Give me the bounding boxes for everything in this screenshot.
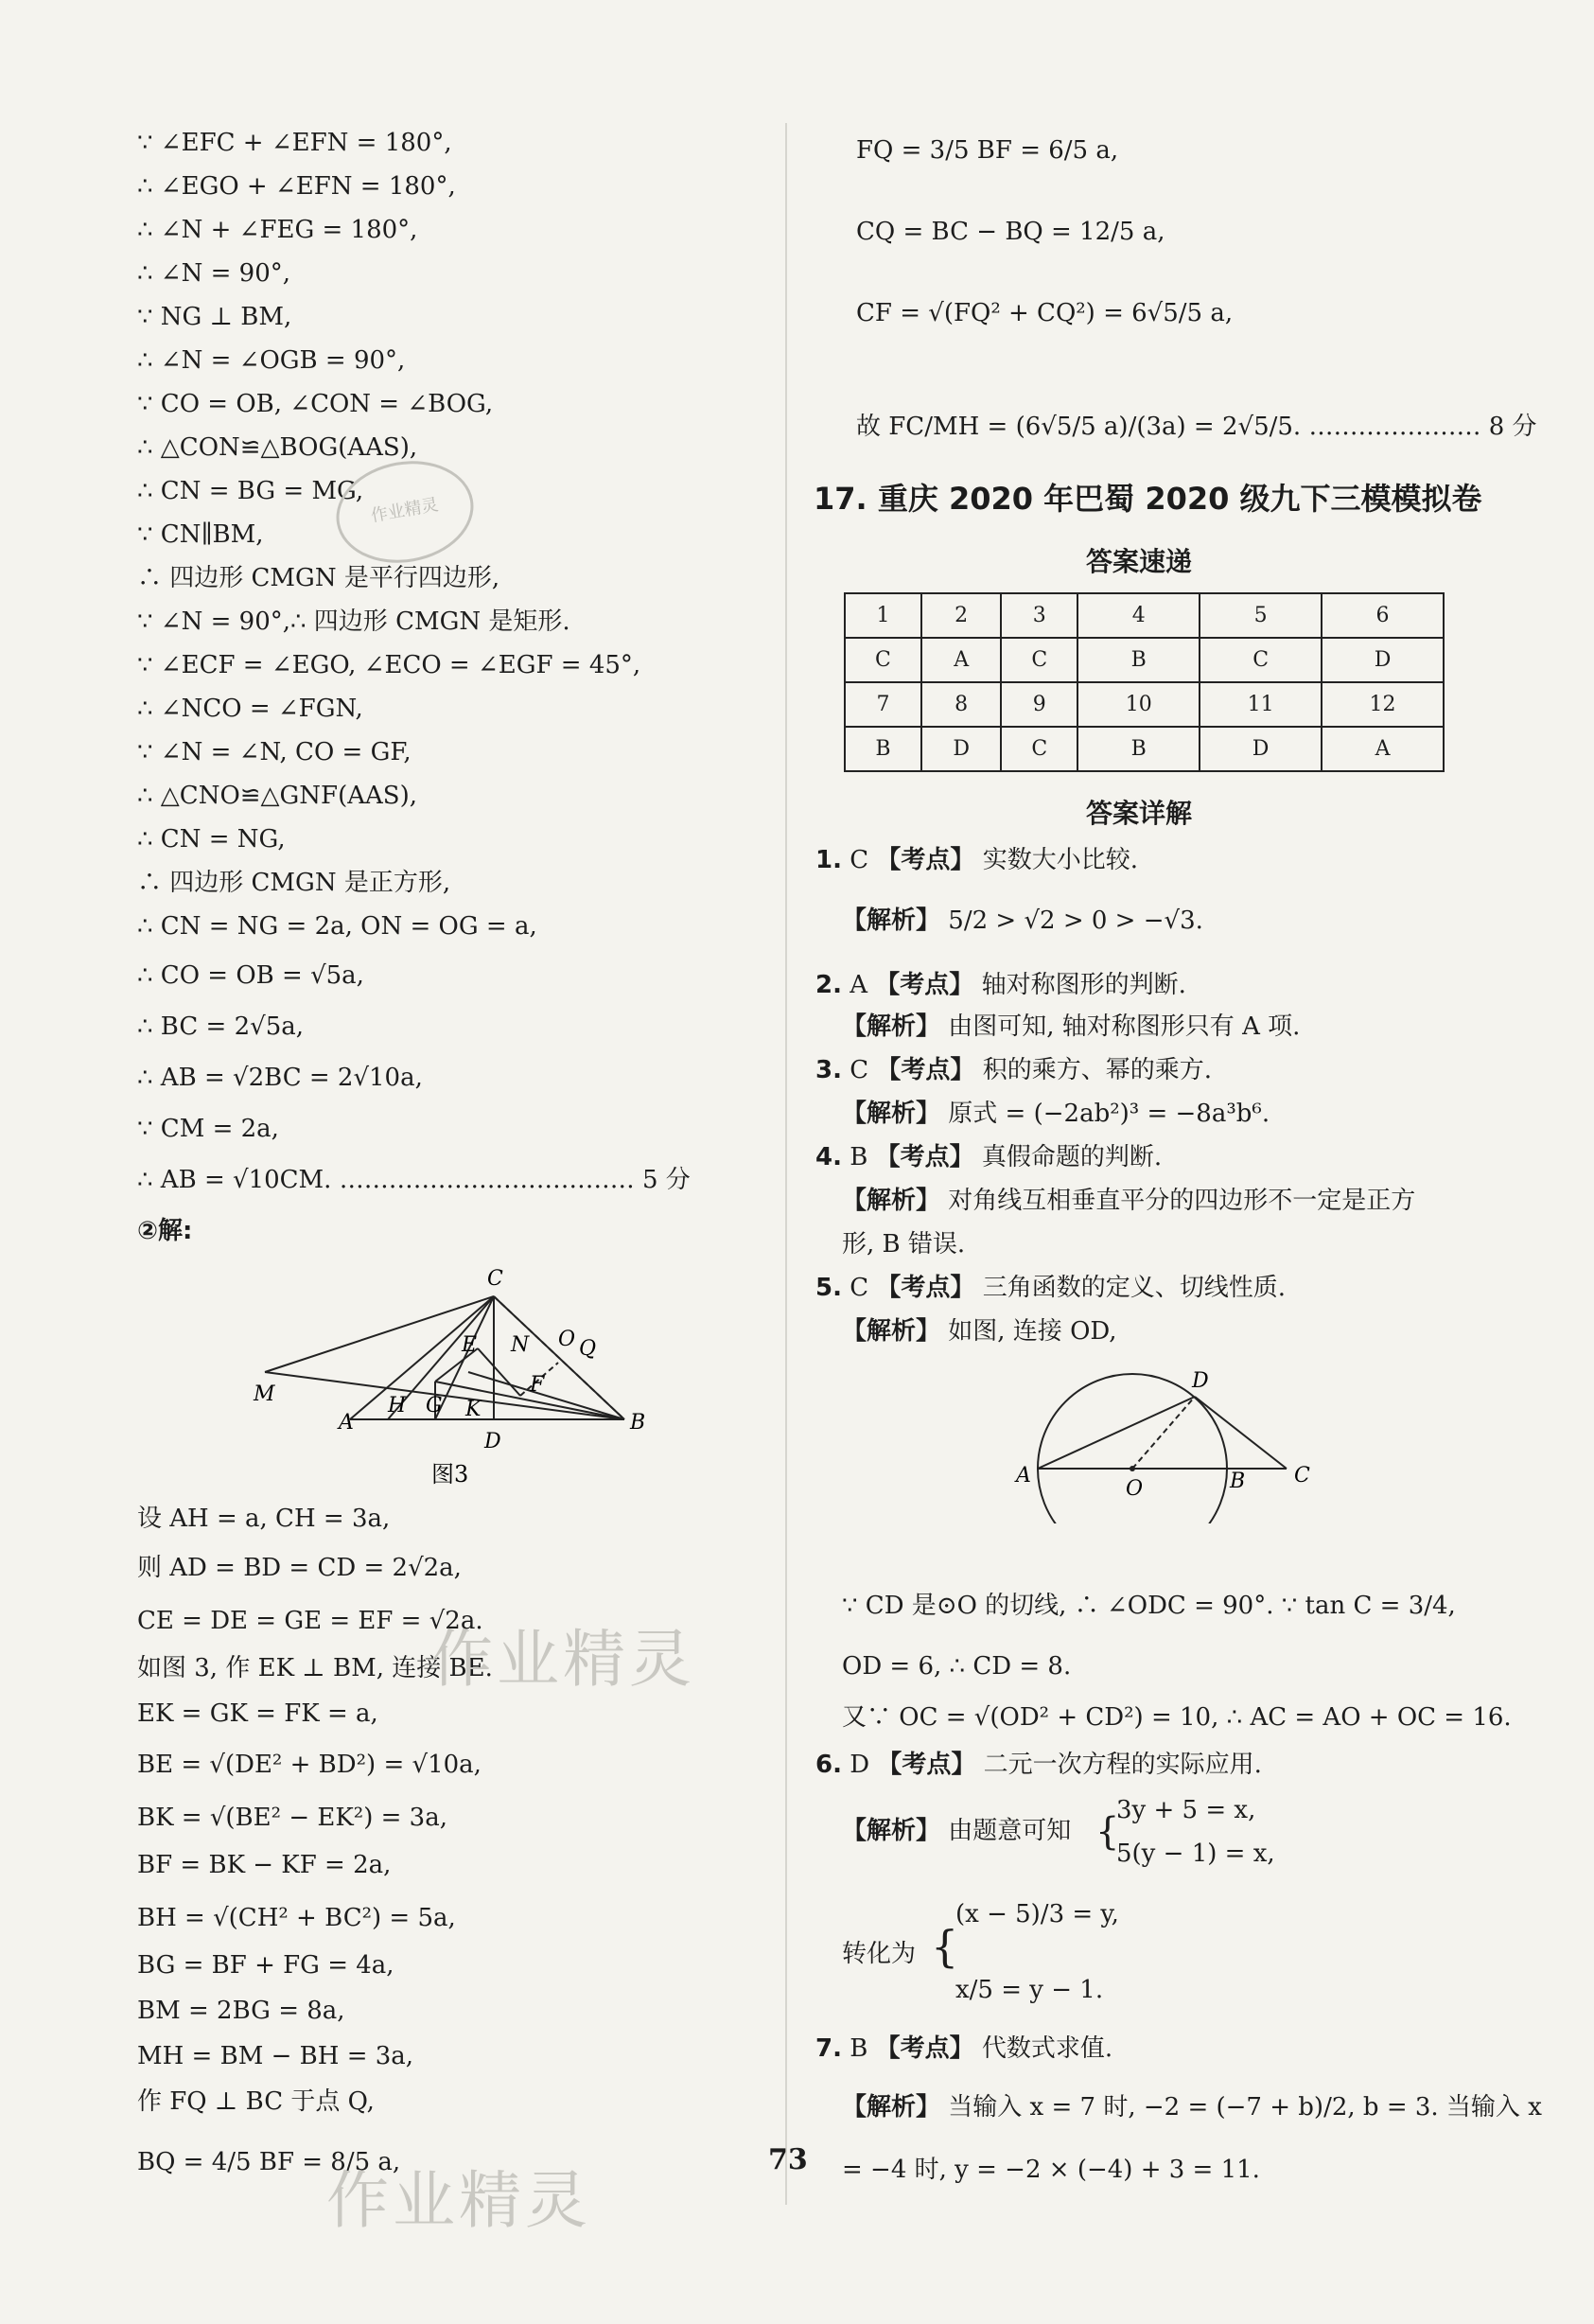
question-6 bbox=[815, 1749, 1262, 1781]
answer-cell: D bbox=[1200, 727, 1322, 771]
kaodian-text: 积的乘方、幂的乘方. bbox=[982, 1056, 1212, 1084]
question-1 bbox=[815, 844, 1138, 876]
analysis-3 bbox=[842, 1098, 1270, 1130]
circle-label: A bbox=[1016, 1464, 1031, 1488]
proof-line: ∵ ∠N = 90°,∴ 四边形 CMGN 是矩形. bbox=[137, 607, 570, 636]
solution-line: BF = BK − KF = 2a, bbox=[137, 1851, 392, 1879]
figure-label: Q bbox=[579, 1337, 597, 1361]
kaodian-text: 代数式求值. bbox=[981, 2034, 1113, 2063]
question-number: 3. bbox=[815, 1056, 842, 1084]
answer-cell: 7 bbox=[845, 682, 921, 727]
jiexi-tag: 【解析】 bbox=[842, 1317, 941, 1346]
circle-label: B bbox=[1230, 1470, 1246, 1493]
proof-line: ∴ CO = OB = √5a, bbox=[137, 961, 364, 990]
detail-title: 答案详解 bbox=[1086, 798, 1193, 829]
answer-cell: 1 bbox=[845, 593, 921, 638]
analysis-text: ∵ CD 是⊙O 的切线, ∴ ∠ODC = 90°. ∵ tan C = 3/4, bbox=[842, 1592, 1456, 1620]
question-answer: D bbox=[850, 1751, 870, 1779]
circle-figure bbox=[1003, 1353, 1324, 1523]
question-number: 7. bbox=[815, 2034, 842, 2063]
proof-line: ∴ AB = √2BC = 2√10a, bbox=[137, 1064, 423, 1092]
question-number: 6. bbox=[815, 1751, 842, 1779]
figure-label: G bbox=[426, 1394, 443, 1417]
solution-line: 作 FQ ⊥ BC 于点 Q, bbox=[137, 2087, 375, 2116]
solution-line: MH = BM − BH = 3a, bbox=[137, 2042, 414, 2070]
question-number: 1. bbox=[815, 846, 842, 874]
question-2 bbox=[815, 969, 1186, 1001]
answer-cell: C bbox=[1001, 638, 1077, 682]
answer-cell: B bbox=[845, 727, 921, 771]
kaodian-text: 三角函数的定义、切线性质. bbox=[982, 1274, 1286, 1302]
proof-line: ∵ ∠N = ∠N, CO = GF, bbox=[137, 738, 412, 766]
question-answer: B bbox=[850, 1143, 868, 1171]
stamp bbox=[328, 450, 482, 573]
kaodian-tag: 【考点】 bbox=[875, 971, 974, 999]
circle-label: D bbox=[1192, 1369, 1209, 1393]
solution-line: FQ = 3/5 BF = 6/5 a, bbox=[856, 136, 1119, 165]
circle-label: O bbox=[1126, 1477, 1144, 1501]
figure-label: K bbox=[465, 1398, 482, 1421]
jiexi-tag: 【解析】 bbox=[842, 2093, 941, 2122]
figure-label: A bbox=[339, 1411, 354, 1435]
proof-line: ∵ NG ⊥ BM, bbox=[137, 303, 292, 331]
figure-label: D bbox=[484, 1430, 501, 1453]
equation: 3y + 5 = x, bbox=[1116, 1796, 1256, 1824]
figure-label: B bbox=[630, 1411, 646, 1435]
analysis-text: 转化为 bbox=[842, 1940, 917, 1968]
question-5 bbox=[815, 1272, 1286, 1304]
proof-line: ∵ ∠ECF = ∠EGO, ∠ECO = ∠EGF = 45°, bbox=[137, 651, 641, 679]
analysis-text: 由图可知, 轴对称图形只有 A 项. bbox=[948, 1012, 1301, 1041]
kaodian-text: 二元一次方程的实际应用. bbox=[983, 1751, 1262, 1779]
jiexi-tag: 【解析】 bbox=[842, 1187, 941, 1215]
analysis-text: 如图, 连接 OD, bbox=[948, 1317, 1117, 1346]
solution-line: CQ = BC − BQ = 12/5 a, bbox=[856, 218, 1165, 246]
kaodian-text: 实数大小比较. bbox=[982, 846, 1138, 874]
question-3 bbox=[815, 1054, 1212, 1086]
question-answer: C bbox=[850, 846, 869, 874]
jiexi-tag: 【解析】 bbox=[842, 1100, 941, 1128]
figure-label: O bbox=[558, 1328, 576, 1351]
figure-label: N bbox=[511, 1333, 530, 1357]
answer-cell: A bbox=[921, 638, 1001, 682]
solution-line-score: 故 FC/MH = (6√5/5 a)/(3a) = 2√5/5. ………………… 8 分 bbox=[856, 413, 1537, 441]
quick-answer-title: 答案速递 bbox=[1086, 546, 1193, 577]
section-title: 17. 重庆 2020 年巴蜀 2020 级九下三模模拟卷 bbox=[814, 481, 1482, 517]
brace: { bbox=[931, 1921, 959, 1972]
question-answer: C bbox=[850, 1056, 869, 1084]
brace: { bbox=[1095, 1810, 1120, 1854]
figure-label: C bbox=[487, 1267, 503, 1291]
kaodian-tag: 【考点】 bbox=[876, 1056, 975, 1084]
analysis-2 bbox=[842, 1011, 1300, 1043]
solution-line: CF = √(FQ² + CQ²) = 6√5/5 a, bbox=[856, 299, 1234, 327]
kaodian-tag: 【考点】 bbox=[876, 1274, 975, 1302]
solution-line: BG = BF + FG = 4a, bbox=[137, 1951, 394, 1980]
kaodian-text: 轴对称图形的判断. bbox=[981, 971, 1186, 999]
proof-line: ∴ ∠N = 90°, bbox=[137, 259, 291, 288]
answer-cell: B bbox=[1077, 727, 1200, 771]
figure-caption: 图3 bbox=[431, 1461, 469, 1488]
watermark: 作业精灵 bbox=[430, 1623, 695, 1696]
jiexi-tag: 【解析】 bbox=[842, 1817, 941, 1845]
question-4 bbox=[815, 1141, 1162, 1173]
proof-line: ∴ CN = NG = 2a, ON = OG = a, bbox=[137, 912, 537, 941]
equation: (x − 5)/3 = y, bbox=[955, 1900, 1119, 1928]
proof-line: ∴ 四边形 CMGN 是正方形, bbox=[137, 869, 451, 897]
analysis-text: 对角线互相垂直平分的四边形不一定是正方 bbox=[948, 1187, 1416, 1215]
answer-cell: 5 bbox=[1200, 593, 1322, 638]
proof-line: ∴ △CNO≌△GNF(AAS), bbox=[137, 782, 418, 810]
analysis-6 bbox=[842, 1815, 1071, 1847]
kaodian-tag: 【考点】 bbox=[876, 846, 975, 874]
answer-cell: C bbox=[1200, 638, 1322, 682]
answer-cell: 9 bbox=[1001, 682, 1077, 727]
analysis-7 bbox=[842, 2091, 1542, 2123]
figure-label: F bbox=[530, 1373, 545, 1397]
question-number: 5. bbox=[815, 1274, 842, 1302]
proof-line: ∴ 四边形 CMGN 是平行四边形, bbox=[137, 564, 500, 592]
proof-line: ∴ CN = NG, bbox=[137, 825, 286, 854]
answer-cell: C bbox=[845, 638, 921, 682]
analysis-text: 形, B 错误. bbox=[842, 1230, 966, 1259]
solution-line: CE = DE = GE = EF = √2a. bbox=[137, 1607, 483, 1635]
answer-cell: A bbox=[1322, 727, 1444, 771]
jiexi-tag: 【解析】 bbox=[842, 907, 941, 935]
proof-line-score: ∴ AB = √10CM. ……………………………… 5 分 bbox=[137, 1166, 691, 1194]
solution-line: BM = 2BG = 8a, bbox=[137, 1997, 345, 2025]
solution-line: BQ = 4/5 BF = 8/5 a, bbox=[137, 2148, 401, 2176]
analysis-text: 由题意可知 bbox=[948, 1817, 1072, 1845]
part-label: ②解: bbox=[137, 1217, 193, 1245]
figure-label: H bbox=[388, 1394, 407, 1417]
circle-label: C bbox=[1294, 1464, 1310, 1488]
equation: 5(y − 1) = x, bbox=[1116, 1840, 1275, 1868]
analysis-text: 5/2 > √2 > 0 > −√3. bbox=[948, 907, 1203, 935]
kaodian-tag: 【考点】 bbox=[875, 2034, 974, 2063]
answer-cell: C bbox=[1001, 727, 1077, 771]
answer-cell: 10 bbox=[1077, 682, 1200, 727]
proof-line: ∴ BC = 2√5a, bbox=[137, 1012, 305, 1041]
answer-cell: 11 bbox=[1200, 682, 1322, 727]
equation: x/5 = y − 1. bbox=[955, 1976, 1104, 2004]
proof-line: ∵ CN∥BM, bbox=[137, 520, 264, 549]
watermark: 作业精灵 bbox=[326, 2164, 591, 2237]
answer-cell: D bbox=[921, 727, 1001, 771]
analysis-text: OD = 6, ∴ CD = 8. bbox=[842, 1652, 1072, 1681]
proof-line: ∵ ∠EFC + ∠EFN = 180°, bbox=[137, 129, 452, 157]
solution-line: 如图 3, 作 EK ⊥ BM, 连接 BE. bbox=[137, 1654, 493, 1682]
answer-cell: B bbox=[1077, 638, 1200, 682]
question-number: 2. bbox=[815, 971, 842, 999]
proof-line: ∴ ∠N = ∠OGB = 90°, bbox=[137, 346, 406, 375]
analysis-4 bbox=[842, 1185, 1415, 1217]
question-answer: A bbox=[850, 971, 868, 999]
proof-line: ∵ CO = OB, ∠CON = ∠BOG, bbox=[137, 390, 494, 418]
analysis-1 bbox=[842, 905, 1203, 937]
answer-cell: D bbox=[1322, 638, 1444, 682]
analysis-text: 原式 = (−2ab²)³ = −8a³b⁶. bbox=[948, 1100, 1270, 1128]
jiexi-tag: 【解析】 bbox=[842, 1012, 941, 1041]
analysis-5 bbox=[842, 1315, 1117, 1347]
analysis-text: = −4 时, y = −2 × (−4) + 3 = 11. bbox=[842, 2156, 1260, 2184]
column-divider bbox=[785, 123, 787, 2205]
figure-label: M bbox=[254, 1382, 275, 1406]
answer-cell: 8 bbox=[921, 682, 1001, 727]
answer-table bbox=[844, 592, 1445, 772]
proof-line: ∴ △CON≌△BOG(AAS), bbox=[137, 433, 418, 462]
page-number: 73 bbox=[768, 2143, 808, 2176]
figure-3 bbox=[246, 1259, 672, 1495]
proof-line: ∴ ∠NCO = ∠FGN, bbox=[137, 695, 363, 723]
solution-line: BE = √(DE² + BD²) = √10a, bbox=[137, 1751, 482, 1779]
figure-label: E bbox=[462, 1333, 478, 1357]
answer-cell: 6 bbox=[1322, 593, 1444, 638]
solution-line: 设 AH = a, CH = 3a, bbox=[137, 1505, 391, 1533]
question-number: 4. bbox=[815, 1143, 842, 1171]
analysis-text: 又∵ OC = √(OD² + CD²) = 10, ∴ AC = AO + OC = 16. bbox=[842, 1703, 1512, 1732]
proof-line: ∴ ∠EGO + ∠EFN = 180°, bbox=[137, 172, 456, 201]
question-answer: C bbox=[850, 1274, 869, 1302]
question-7 bbox=[815, 2033, 1112, 2065]
kaodian-tag: 【考点】 bbox=[877, 1751, 976, 1779]
question-answer: B bbox=[850, 2034, 868, 2063]
proof-line: ∵ CM = 2a, bbox=[137, 1115, 279, 1143]
solution-line: BK = √(BE² − EK²) = 3a, bbox=[137, 1804, 447, 1832]
kaodian-text: 真假命题的判断. bbox=[981, 1143, 1163, 1171]
solution-line: 则 AD = BD = CD = 2√2a, bbox=[137, 1554, 462, 1582]
proof-line: ∴ CN = BG = MG, bbox=[137, 477, 364, 505]
answer-cell: 12 bbox=[1322, 682, 1444, 727]
answer-cell: 4 bbox=[1077, 593, 1200, 638]
solution-line: BH = √(CH² + BC²) = 5a, bbox=[137, 1904, 456, 1932]
proof-line: ∴ ∠N + ∠FEG = 180°, bbox=[137, 216, 418, 244]
answer-cell: 3 bbox=[1001, 593, 1077, 638]
kaodian-tag: 【考点】 bbox=[875, 1143, 974, 1171]
analysis-text: 当输入 x = 7 时, −2 = (−7 + b)/2, b = 3. 当输入 x bbox=[948, 2093, 1542, 2122]
answer-cell: 2 bbox=[921, 593, 1001, 638]
solution-line: EK = GK = FK = a, bbox=[137, 1699, 378, 1728]
stamp-text: 作业精灵 bbox=[369, 494, 441, 527]
